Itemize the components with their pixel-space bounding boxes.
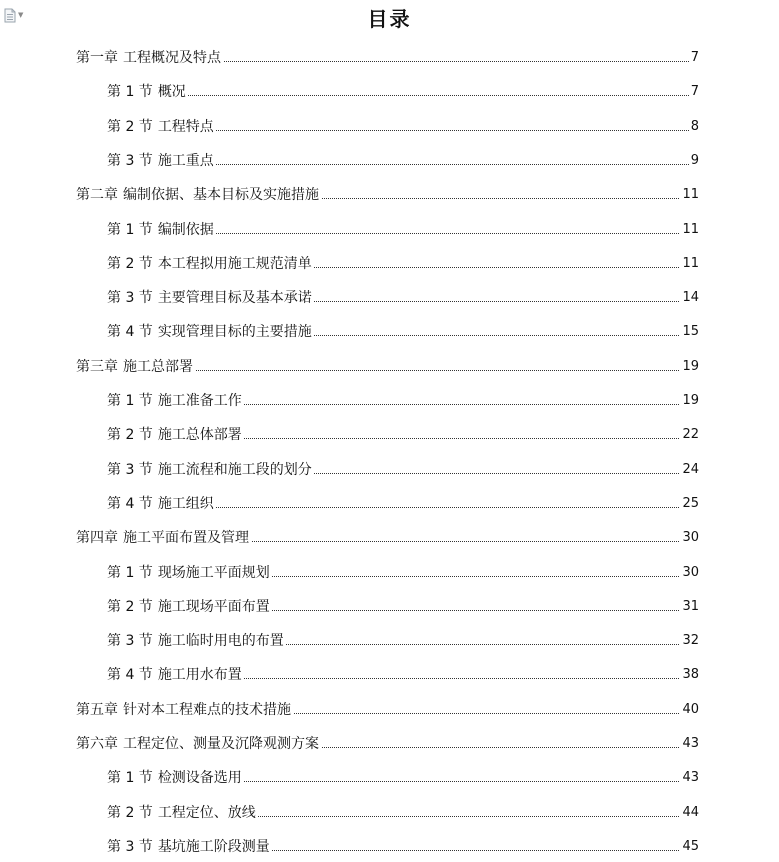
toc-section-entry[interactable] [0,768,779,788]
toc-section-entry[interactable] [0,220,779,240]
toc-entry-number: 第 3 节 [107,462,153,478]
toc-section-entry[interactable] [0,425,779,445]
toc-entry-label [107,460,314,480]
toc-entry-title: 施工准备工作 [157,393,242,409]
toc-page-number: 40 [680,700,699,720]
toc-page-number: 22 [680,425,699,445]
toc-entry-title: 施工总部署 [123,359,193,375]
toc-entry-title: 实现管理目标的主要措施 [157,324,312,340]
toc-entry-number: 第 1 节 [107,393,153,409]
toc-section-entry[interactable] [0,117,779,137]
toc-page-number: 31 [680,597,699,617]
toc-entry-number: 第 1 节 [107,222,153,238]
toc-entry-label [76,185,321,205]
toc-entry-label [76,734,321,754]
toc-entry-label [107,631,286,651]
toc-entry-label [107,322,314,342]
toc-page-number: 7 [689,82,699,102]
toc-entry-label [107,837,272,857]
toc-page-number: 14 [680,288,699,308]
toc-page-number: 45 [680,837,699,857]
toc-entry-title: 工程定位、放线 [157,805,256,821]
toc-entry-number: 第 1 节 [107,565,153,581]
toc-chapter-entry[interactable] [0,700,779,720]
toc-entry-label [76,528,251,548]
toc-entry-label [107,391,244,411]
toc-chapter-entry[interactable] [0,357,779,377]
toc-entry-title: 检测设备选用 [157,770,242,786]
toc-entry-number: 第一章 [76,50,118,66]
toc-page-number: 30 [680,563,699,583]
toc-section-entry[interactable] [0,322,779,342]
toc-entry-label [107,151,216,171]
toc-section-entry[interactable] [0,494,779,514]
toc-entry-number: 第 1 节 [107,84,153,100]
toc-entry-number: 第 3 节 [107,153,153,169]
toc-entry-title: 编制依据、基本目标及实施措施 [123,187,319,203]
toc-page-number: 11 [680,220,699,240]
toc-entry-title: 针对本工程难点的技术措施 [123,702,291,718]
toc-page-number: 32 [680,631,699,651]
toc-entry-number: 第 2 节 [107,599,153,615]
toc-section-entry[interactable] [0,288,779,308]
toc-entry-label [76,700,293,720]
toc-entry-title: 施工用水布置 [157,667,242,683]
toc-chapter-entry[interactable] [0,528,779,548]
toc-entry-title: 工程定位、测量及沉降观测方案 [123,736,319,752]
toc-entry-label [107,665,244,685]
toc-entry-number: 第 3 节 [107,839,153,855]
toc-entry-number: 第四章 [76,530,118,546]
toc-entry-label [107,288,314,308]
toc-entry-title: 基坑施工阶段测量 [157,839,270,855]
toc-entry-title: 施工现场平面布置 [157,599,270,615]
toc-entry-title: 施工平面布置及管理 [123,530,249,546]
toc-chapter-entry[interactable] [0,734,779,754]
toc-page-number: 44 [680,803,699,823]
toc-page-number: 11 [680,185,699,205]
toc-entry-number: 第五章 [76,702,118,718]
toc-entry-title: 现场施工平面规划 [157,565,270,581]
toc-entry-number: 第 2 节 [107,427,153,443]
toc-entry-title: 概况 [157,84,186,100]
toc-section-entry[interactable] [0,563,779,583]
toc-entry-number: 第 4 节 [107,324,153,340]
toc-entry-title: 施工流程和施工段的划分 [157,462,312,478]
toc-entry-number: 第 1 节 [107,770,153,786]
toc-entry-label [107,494,216,514]
toc-section-entry[interactable] [0,597,779,617]
toc-entry-number: 第 2 节 [107,805,153,821]
toc-entry-number: 第 2 节 [107,119,153,135]
toc-entry-title: 编制依据 [157,222,214,238]
toc-entry-title: 工程特点 [157,119,214,135]
toc-section-entry[interactable] [0,631,779,651]
toc-section-entry[interactable] [0,82,779,102]
toc-page-number: 9 [689,151,699,171]
toc-section-entry[interactable] [0,837,779,857]
toc-entry-number: 第二章 [76,187,118,203]
toc-page-number: 7 [689,48,699,68]
toc-page-number: 38 [680,665,699,685]
toc-entry-title: 工程概况及特点 [123,50,221,66]
toc-entry-number: 第 4 节 [107,496,153,512]
toc-page-number: 43 [680,768,699,788]
toc-page-number: 15 [680,322,699,342]
toc-section-entry[interactable] [0,151,779,171]
toc-entry-label [76,357,195,377]
toc-section-entry[interactable] [0,391,779,411]
toc-entry-number: 第 2 节 [107,256,153,272]
toc-entry-title: 施工重点 [157,153,214,169]
toc-entry-label [107,803,258,823]
toc-entry-number: 第 4 节 [107,667,153,683]
toc-entry-title: 施工临时用电的布置 [157,633,284,649]
toc-entry-title: 主要管理目标及基本承诺 [157,290,312,306]
toc-entry-title: 施工组织 [157,496,214,512]
toc-page-number: 8 [689,117,699,137]
toc-entry-label [107,117,216,137]
toc-entry-title: 施工总体部署 [157,427,242,443]
toc-section-entry[interactable] [0,803,779,823]
page-title: 目录 [367,7,412,31]
toc-entry-number: 第 3 节 [107,633,153,649]
toc-entry-number: 第六章 [76,736,118,752]
toc-entry-label [76,48,223,68]
toc-page-number: 43 [680,734,699,754]
dot-leader [107,95,699,96]
toc-entry-label [107,254,314,274]
toc-entry-label [107,220,216,240]
toc-section-entry[interactable] [0,460,779,480]
toc-entry-label [107,597,272,617]
toc-page-number: 24 [680,460,699,480]
toc-entry-label [107,563,272,583]
toc-entry-label [107,425,244,445]
toc-page-number: 30 [680,528,699,548]
toc-chapter-entry[interactable] [0,48,779,68]
toc-chapter-entry[interactable] [0,185,779,205]
dropdown-caret-icon[interactable]: ▼ [18,11,24,19]
toc-section-entry[interactable] [0,665,779,685]
toc-entry-label [107,768,244,788]
toc-page-number: 19 [680,357,699,377]
toc-entry-number: 第 3 节 [107,290,153,306]
toc-entry-label [107,82,188,102]
toc-entry-title: 本工程拟用施工规范清单 [157,256,312,272]
toc-page-number: 19 [680,391,699,411]
toc-section-entry[interactable] [0,254,779,274]
toc-entry-number: 第三章 [76,359,118,375]
toc-page-number: 25 [680,494,699,514]
toc-page-number: 11 [680,254,699,274]
